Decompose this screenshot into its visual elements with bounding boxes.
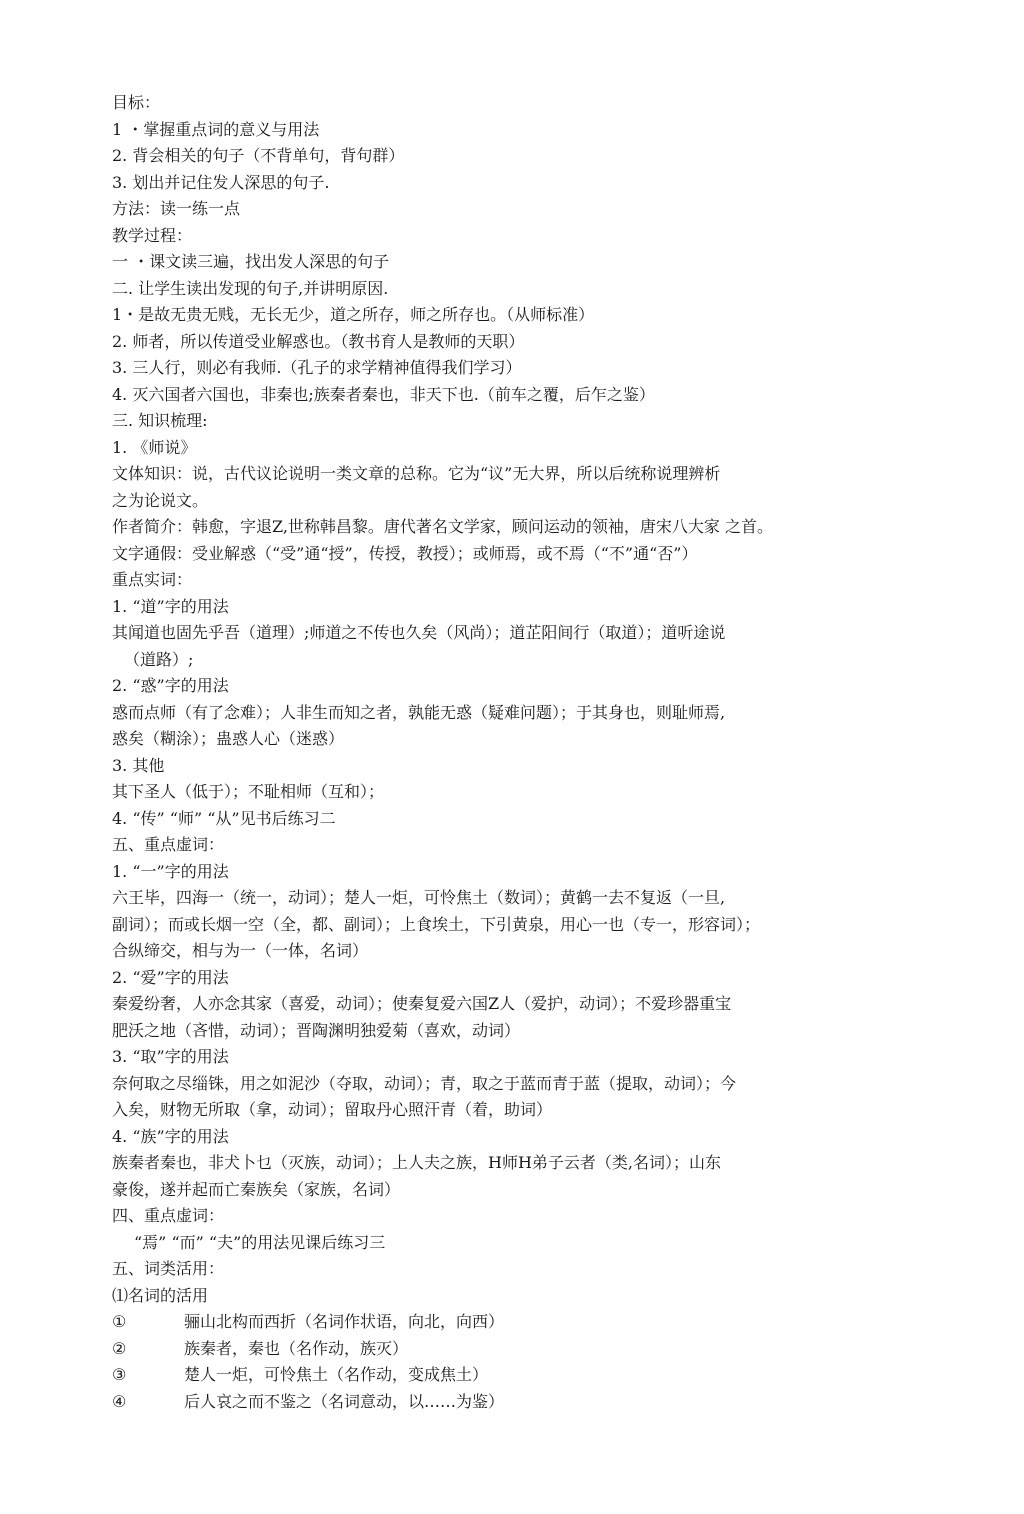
word-yi-examples-cont2: 合纵缔交，相与为一（一体，名词） [112,941,369,960]
heading-function-words: 五、重点虚词： [112,835,225,854]
word-dao-examples: 其闻道也固先乎吾（道理）;师道之不传也久矣（风尚）；道芷阳间行（取道）；道听途说 [112,623,726,642]
sentence-1: 1・是故无贵无贱，无长无少，道之所存，师之所存也。（从师标准） [112,305,595,324]
word-yi-examples-cont: 副词）；而或长烟一空（全，都、副词）；上食埃土，下引黄泉，用心一也（专一，形容词）； [112,914,761,934]
heading-word-class: 五、词类活用： [112,1259,225,1278]
list-item-number: ① [112,1312,127,1331]
goal-2: 2. 背会相关的句子（不背单句，背句群） [112,146,405,165]
heading-function-words-2: 四、重点虚词： [112,1206,225,1225]
text-title: 1. 《师说》 [112,437,197,457]
list-item-text: 族秦者，秦也（名作动，族灭） [184,1338,409,1358]
list-item [112,1309,992,1336]
goal-3: 3. 划出并记住发人深思的句子. [112,172,330,192]
heading-process: 教学过程： [112,225,193,245]
word-qu-heading: 3. “取”字的用法 [112,1047,229,1066]
goal-1: 1 ・掌握重点词的意义与用法 [112,119,320,139]
list-item-text: 楚人一炬，可怜焦土（名作动，变成焦土） [184,1365,489,1384]
yan-er-fu-note: “焉” “而” “夫”的用法见课后练习三 [134,1232,386,1252]
method: 方法：读一练一点 [112,199,241,218]
process-2: 二. 让学生读出发现的句子,并讲明原因. [112,278,389,298]
author-intro: 作者简介：韩愈，字退Z,世称韩昌黎。唐代著名文学家，顾问运动的领袖，唐宋八大家 之首。 [112,517,774,536]
sentence-4: 4. 灭六国者六国也，非秦也;族秦者秦也，非天下也.（前车之覆，后乍之鉴） [112,384,655,404]
word-ai-examples-cont: 肥沃之地（吝惜，动词）；晋陶渊明独爱菊（喜欢，动词） [112,1020,521,1040]
word-yi-examples: 六王毕，四海一（统一，动词）；楚人一炬，可怜焦土（数词）；黄鹤一去不复返（一旦, [112,888,726,907]
sentence-2: 2. 师者，所以传道受业解惑也。（教书育人是教师的天职） [112,331,525,351]
word-huo-heading: 2. “惑”字的用法 [112,676,229,695]
list-item-number: ③ [112,1365,127,1384]
word-yi-heading: 1. “一”字的用法 [112,861,229,881]
list-item [112,1389,992,1416]
word-ai-examples: 秦爱纷奢，人亦念其家（喜爱，动词）；使秦复爱六国Z人（爱护，动词）；不爱珍器重宝 [112,994,732,1013]
heading-knowledge: 三. 知识梳理: [112,411,208,430]
tongjia: 文字通假：受业解惑（“受”通“授”，传授，教授）；或师焉，或不焉（“不”通“否”） [112,543,698,563]
heading-goals: 目标： [112,93,161,112]
noun-usage-heading: ⑴名词的活用 [112,1285,209,1305]
word-dao-heading: 1. “道”字的用法 [112,596,229,616]
word-qu-examples: 奈何取之尽缁铢，用之如泥沙（夺取，动词）；青，取之于蓝而青于蓝（提取，动词）；今 [112,1073,737,1093]
word-zu-examples: 族秦者秦也，非犬卜乜（灭族，动词）；上人夫之族，H师H弟子云者（类,名词）；山东 [112,1153,721,1172]
sentence-3: 3. 三人行，则必有我师.（孔子的求学精神值得我们学习） [112,358,522,377]
genre-knowledge: 文体知识：说，古代议论说明一类文章的总称。它为“议”无大界，所以后统称说理辨析 [112,464,721,483]
list-item-text: 后人哀之而不鉴之（名词意动，以……为鉴） [184,1391,505,1411]
word-qu-examples-cont: 入矣，财物无所取（拿，动词）；留取丹心照汗青（着，助词） [112,1100,553,1119]
list-item [112,1362,992,1389]
heading-content-words: 重点实词： [112,570,193,589]
word-huo-examples-cont: 惑矣（糊涂）；蛊惑人心（迷惑） [112,729,345,748]
list-item [112,1336,992,1363]
word-other-heading: 3. 其他 [112,755,165,775]
word-dao-examples-cont: （道路）; [124,649,194,669]
genre-knowledge-cont: 之为论说文。 [112,490,209,510]
word-ai-heading: 2. “爱”字的用法 [112,967,229,987]
word-chuan-shi-cong: 4. “传” “师” “从”见书后练习二 [112,808,336,828]
word-huo-examples: 惑而点师（有了念难）；人非生而知之者，孰能无惑（疑难问题）；于其身也，则耻师焉, [112,702,726,722]
list-item-number: ④ [112,1391,127,1411]
document-body [112,90,992,1415]
word-zu-examples-cont: 豪俊，遂并起而亡秦族矣（家族，名词） [112,1179,401,1199]
list-item-text: 骊山北构而西折（名词作状语，向北，向西） [184,1312,505,1331]
process-1: 一 ・课文读三遍，找出发人深思的句子 [112,252,390,271]
word-zu-heading: 4. “族”字的用法 [112,1126,229,1146]
word-other-examples: 其下圣人（低于）；不耻相师（互和）； [112,782,385,801]
list-item-number: ② [112,1338,127,1358]
